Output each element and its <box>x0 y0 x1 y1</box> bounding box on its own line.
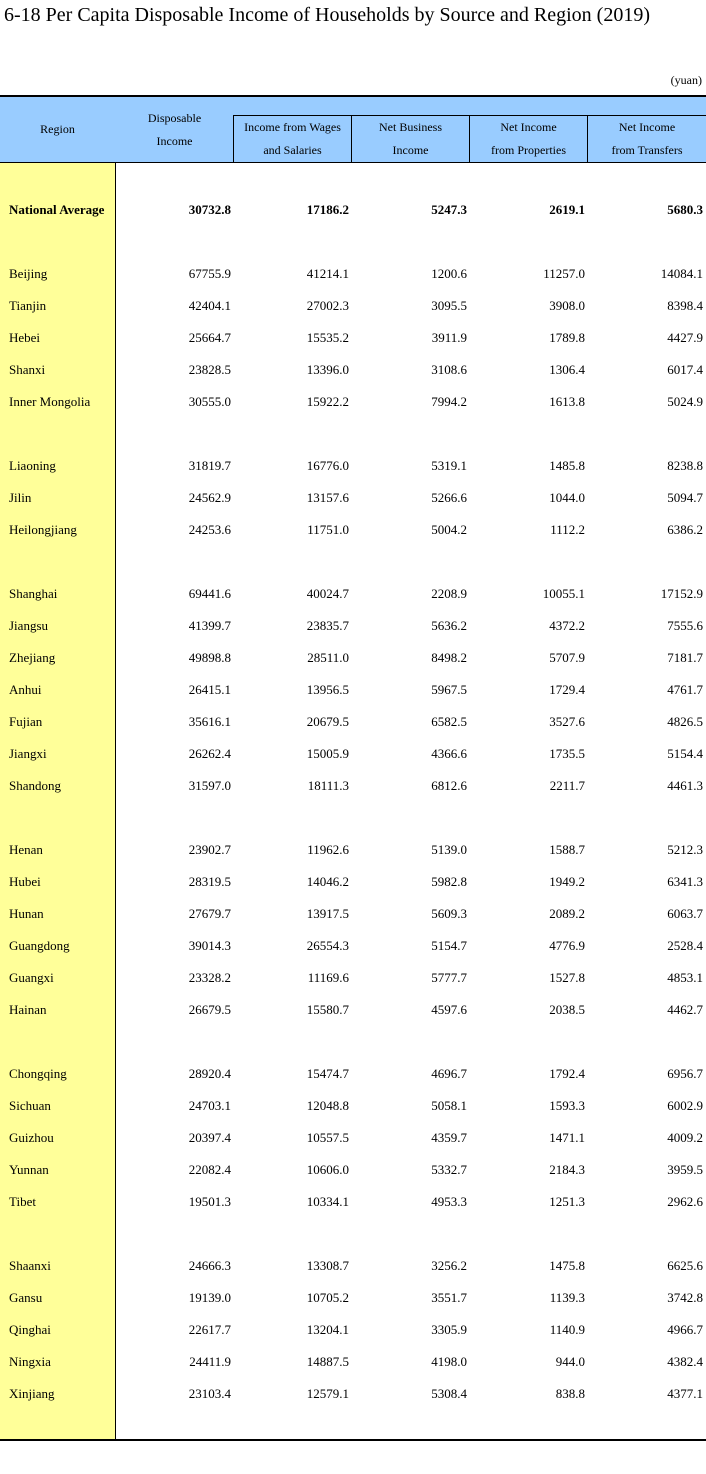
header-sub-rule <box>233 115 706 116</box>
value-cell: 4009.2 <box>667 1130 703 1145</box>
value-cell: 28920.4 <box>188 1066 231 1081</box>
value-cell: 10334.1 <box>306 1194 349 1209</box>
value-cell: 22082.4 <box>188 1162 231 1177</box>
value-cell: 41214.1 <box>306 266 349 281</box>
value-cell: 18111.3 <box>307 778 349 793</box>
value-cell: 15580.7 <box>306 1002 349 1017</box>
region-name: Qinghai <box>9 1322 51 1337</box>
value-cell: 23835.7 <box>306 618 349 633</box>
table-row <box>0 648 706 668</box>
value-cell: 6341.3 <box>667 874 703 889</box>
region-name: Shanxi <box>9 362 46 377</box>
region-name: Shandong <box>9 778 61 793</box>
value-cell: 15005.9 <box>306 746 349 761</box>
value-cell: 4966.7 <box>667 1322 703 1337</box>
value-cell: 15922.2 <box>306 394 349 409</box>
value-cell: 3551.7 <box>431 1290 467 1305</box>
region-name: Guangxi <box>9 970 54 985</box>
value-cell: 6063.7 <box>667 906 703 921</box>
region-name: Shanghai <box>9 586 58 601</box>
value-cell: 14887.5 <box>306 1354 349 1369</box>
value-cell: 1527.8 <box>549 970 585 985</box>
value-cell: 15535.2 <box>306 330 349 345</box>
table-row <box>0 904 706 924</box>
value-cell: 6812.6 <box>431 778 467 793</box>
value-cell: 4372.2 <box>549 618 585 633</box>
value-cell: 1613.8 <box>549 394 585 409</box>
national-average-row <box>0 200 706 220</box>
value-cell: 4597.6 <box>431 1002 467 1017</box>
unit-label: (yuan) <box>670 73 702 87</box>
value-cell: 6956.7 <box>667 1066 703 1081</box>
value-cell: 3911.9 <box>431 330 467 345</box>
value-cell: 13157.6 <box>306 490 349 505</box>
value-cell: 4853.1 <box>667 970 703 985</box>
value-cell: 28511.0 <box>307 650 349 665</box>
value-cell: 12048.8 <box>306 1098 349 1113</box>
value-cell: 67755.9 <box>188 266 231 281</box>
value-cell: 838.8 <box>555 1386 585 1401</box>
region-name: Hebei <box>9 330 41 345</box>
region-name: Tianjin <box>9 298 47 313</box>
value-cell: 6002.9 <box>667 1098 703 1113</box>
value-cell: 5707.9 <box>549 650 585 665</box>
value-cell: 944.0 <box>555 1354 585 1369</box>
table-row <box>0 1064 706 1084</box>
value-cell: 13396.0 <box>306 362 349 377</box>
value-cell: 17152.9 <box>660 586 703 601</box>
header-business <box>351 115 469 162</box>
value-cell: 24562.9 <box>188 490 231 505</box>
table-row <box>0 872 706 892</box>
header-label: Income <box>156 133 193 148</box>
value-cell: 1485.8 <box>549 458 585 473</box>
value-cell: 4382.4 <box>667 1354 703 1369</box>
table-row <box>0 1096 706 1116</box>
table-bottom-rule <box>0 1439 706 1441</box>
value-cell: 10606.0 <box>306 1162 349 1177</box>
region-name: Fujian <box>9 714 43 729</box>
value-cell: 3108.6 <box>431 362 467 377</box>
value-cell: 4427.9 <box>667 330 703 345</box>
value-cell: 4776.9 <box>549 938 585 953</box>
table-row <box>0 392 706 412</box>
value-cell: 11169.6 <box>307 970 349 985</box>
value-cell: 3959.5 <box>667 1162 703 1177</box>
value-cell: 30555.0 <box>188 394 231 409</box>
value-cell: 40024.7 <box>306 586 349 601</box>
header-region <box>0 97 115 162</box>
value-cell: 23902.7 <box>188 842 231 857</box>
value-cell: 5004.2 <box>431 522 467 537</box>
region-name: Heilongjiang <box>9 522 77 537</box>
value-cell: 10557.5 <box>306 1130 349 1145</box>
value-cell: 26415.1 <box>188 682 231 697</box>
region-name: Beijing <box>9 266 48 281</box>
region-name: Xinjiang <box>9 1386 55 1401</box>
value-cell: 5247.3 <box>431 202 467 217</box>
value-cell: 5967.5 <box>431 682 467 697</box>
value-cell: 4953.3 <box>431 1194 467 1209</box>
table-header <box>0 97 706 163</box>
value-cell: 14046.2 <box>306 874 349 889</box>
value-cell: 41399.7 <box>188 618 231 633</box>
table-row <box>0 840 706 860</box>
value-cell: 3256.2 <box>431 1258 467 1273</box>
value-cell: 11751.0 <box>307 522 349 537</box>
value-cell: 5154.7 <box>431 938 467 953</box>
value-cell: 5982.8 <box>431 874 467 889</box>
region-name: Chongqing <box>9 1066 67 1081</box>
value-cell: 1475.8 <box>549 1258 585 1273</box>
value-cell: 5609.3 <box>431 906 467 921</box>
header-label: Net Income <box>618 119 676 134</box>
table-row <box>0 1128 706 1148</box>
value-cell: 3742.8 <box>667 1290 703 1305</box>
value-cell: 24666.3 <box>188 1258 231 1273</box>
value-cell: 25664.7 <box>188 330 231 345</box>
table-row <box>0 1320 706 1340</box>
value-cell: 1729.4 <box>549 682 585 697</box>
region-name: Zhejiang <box>9 650 56 665</box>
value-cell: 1200.6 <box>431 266 467 281</box>
region-name: Yunnan <box>9 1162 49 1177</box>
value-cell: 7994.2 <box>431 394 467 409</box>
header-transfers <box>587 115 706 162</box>
value-cell: 26554.3 <box>306 938 349 953</box>
header-disposable-income <box>116 97 233 162</box>
value-cell: 8398.4 <box>667 298 703 313</box>
table-row <box>0 328 706 348</box>
region-name: Henan <box>9 842 43 857</box>
value-cell: 20679.5 <box>306 714 349 729</box>
value-cell: 2089.2 <box>549 906 585 921</box>
value-cell: 13204.1 <box>306 1322 349 1337</box>
value-cell: 4826.5 <box>667 714 703 729</box>
header-region-label: Region <box>40 122 75 136</box>
value-cell: 3095.5 <box>431 298 467 313</box>
header-properties <box>469 115 587 162</box>
value-cell: 1139.3 <box>549 1290 585 1305</box>
value-cell: 8498.2 <box>431 650 467 665</box>
table-row <box>0 616 706 636</box>
value-cell: 28319.5 <box>188 874 231 889</box>
value-cell: 3527.6 <box>549 714 585 729</box>
value-cell: 4366.6 <box>431 746 467 761</box>
value-cell: 4461.3 <box>667 778 703 793</box>
table-row <box>0 744 706 764</box>
value-cell: 13308.7 <box>306 1258 349 1273</box>
value-cell: 2038.5 <box>549 1002 585 1017</box>
value-cell: 5058.1 <box>431 1098 467 1113</box>
value-cell: 22617.7 <box>188 1322 231 1337</box>
value-cell: 4462.7 <box>667 1002 703 1017</box>
region-name: Hainan <box>9 1002 47 1017</box>
region-name: Guangdong <box>9 938 70 953</box>
value-cell: 7555.6 <box>667 618 703 633</box>
value-cell: 5266.6 <box>431 490 467 505</box>
value-cell: 5024.9 <box>667 394 703 409</box>
table-row <box>0 1160 706 1180</box>
value-cell: 7181.7 <box>667 650 703 665</box>
region-name: Liaoning <box>9 458 56 473</box>
table-top-rule <box>0 95 706 97</box>
value-cell: 1306.4 <box>549 362 585 377</box>
value-cell: 5332.7 <box>431 1162 467 1177</box>
region-name: Inner Mongolia <box>9 394 91 409</box>
value-cell: 26679.5 <box>188 1002 231 1017</box>
value-cell: 26262.4 <box>188 746 231 761</box>
value-cell: 1112.2 <box>550 522 585 537</box>
value-cell: 16776.0 <box>306 458 349 473</box>
value-cell: 35616.1 <box>188 714 231 729</box>
value-cell: 15474.7 <box>306 1066 349 1081</box>
value-cell: 11962.6 <box>307 842 349 857</box>
value-cell: 39014.3 <box>188 938 231 953</box>
region-name: Shaanxi <box>9 1258 51 1273</box>
value-cell: 13956.5 <box>306 682 349 697</box>
value-cell: 1789.8 <box>549 330 585 345</box>
header-label: from Properties <box>491 142 566 157</box>
value-cell: 1792.4 <box>549 1066 585 1081</box>
value-cell: 17186.2 <box>306 202 349 217</box>
value-cell: 6017.4 <box>667 362 703 377</box>
value-cell: 4696.7 <box>431 1066 467 1081</box>
value-cell: 24253.6 <box>188 522 231 537</box>
value-cell: 4377.1 <box>667 1386 703 1401</box>
table-row <box>0 456 706 476</box>
region-name: Jiangsu <box>9 618 48 633</box>
value-cell: 5094.7 <box>667 490 703 505</box>
table-row <box>0 680 706 700</box>
value-cell: 2208.9 <box>431 586 467 601</box>
table-row <box>0 968 706 988</box>
table-row <box>0 936 706 956</box>
value-cell: 8238.8 <box>667 458 703 473</box>
value-cell: 6625.6 <box>667 1258 703 1273</box>
value-cell: 1471.1 <box>549 1130 585 1145</box>
value-cell: 6386.2 <box>667 522 703 537</box>
value-cell: 4761.7 <box>667 682 703 697</box>
value-cell: 1593.3 <box>549 1098 585 1113</box>
header-label: Disposable <box>147 110 202 125</box>
value-cell: 4198.0 <box>431 1354 467 1369</box>
table-row <box>0 1384 706 1404</box>
value-cell: 24411.9 <box>189 1354 231 1369</box>
table-row <box>0 1288 706 1308</box>
table-row <box>0 360 706 380</box>
region-name: Guizhou <box>9 1130 54 1145</box>
value-cell: 1044.0 <box>549 490 585 505</box>
value-cell: 2211.7 <box>549 778 585 793</box>
value-cell: 5680.3 <box>667 202 703 217</box>
value-cell: 13917.5 <box>306 906 349 921</box>
value-cell: 1251.3 <box>549 1194 585 1209</box>
value-cell: 19139.0 <box>188 1290 231 1305</box>
value-cell: 10055.1 <box>542 586 585 601</box>
value-cell: 3305.9 <box>431 1322 467 1337</box>
value-cell: 6582.5 <box>431 714 467 729</box>
value-cell: 23828.5 <box>188 362 231 377</box>
region-name: Jilin <box>9 490 32 505</box>
value-cell: 5308.4 <box>431 1386 467 1401</box>
value-cell: 5319.1 <box>431 458 467 473</box>
table-row <box>0 264 706 284</box>
value-cell: 20397.4 <box>188 1130 231 1145</box>
value-cell: 1735.5 <box>549 746 585 761</box>
value-cell: 1140.9 <box>549 1322 585 1337</box>
header-label: Income from Wages <box>244 119 341 134</box>
value-cell: 1949.2 <box>549 874 585 889</box>
value-cell: 2619.1 <box>549 202 585 217</box>
header-label: Income <box>392 142 429 157</box>
header-label: and Salaries <box>263 142 322 157</box>
table-row <box>0 1256 706 1276</box>
value-cell: 5139.0 <box>431 842 467 857</box>
value-cell: 49898.8 <box>188 650 231 665</box>
region-name: Gansu <box>9 1290 43 1305</box>
value-cell: 14084.1 <box>660 266 703 281</box>
value-cell: 2962.6 <box>667 1194 703 1209</box>
page-title: 6-18 Per Capita Disposable Income of Households by Source and Region (2019) <box>4 4 650 26</box>
value-cell: 31597.0 <box>188 778 231 793</box>
table-row <box>0 488 706 508</box>
table-row <box>0 776 706 796</box>
header-wages <box>233 115 351 162</box>
value-cell: 5636.2 <box>431 618 467 633</box>
value-cell: 24703.1 <box>188 1098 231 1113</box>
region-name: Hunan <box>9 906 44 921</box>
value-cell: 5777.7 <box>431 970 467 985</box>
value-cell: 2184.3 <box>549 1162 585 1177</box>
table-row <box>0 584 706 604</box>
region-name: Anhui <box>9 682 42 697</box>
table-row <box>0 520 706 540</box>
value-cell: 27002.3 <box>306 298 349 313</box>
region-name: Hubei <box>9 874 41 889</box>
value-cell: 23328.2 <box>188 970 231 985</box>
value-cell: 5154.4 <box>667 746 703 761</box>
table-row <box>0 712 706 732</box>
table-row <box>0 1000 706 1020</box>
value-cell: 23103.4 <box>188 1386 231 1401</box>
value-cell: 12579.1 <box>306 1386 349 1401</box>
header-label: Net Business <box>379 119 442 134</box>
value-cell: 5212.3 <box>667 842 703 857</box>
region-name: Sichuan <box>9 1098 51 1113</box>
table-row <box>0 1352 706 1372</box>
value-cell: 10705.2 <box>306 1290 349 1305</box>
value-cell: 3908.0 <box>549 298 585 313</box>
value-cell: 42404.1 <box>188 298 231 313</box>
region-name: National Average <box>9 202 105 217</box>
value-cell: 31819.7 <box>188 458 231 473</box>
region-name: Tibet <box>9 1194 36 1209</box>
value-cell: 27679.7 <box>188 906 231 921</box>
value-cell: 1588.7 <box>549 842 585 857</box>
value-cell: 11257.0 <box>543 266 585 281</box>
value-cell: 4359.7 <box>431 1130 467 1145</box>
header-label: from Transfers <box>611 142 683 157</box>
region-name: Jiangxi <box>9 746 47 761</box>
value-cell: 2528.4 <box>667 938 703 953</box>
region-name: Ningxia <box>9 1354 51 1369</box>
value-cell: 19501.3 <box>188 1194 231 1209</box>
value-cell: 69441.6 <box>188 586 231 601</box>
table-row <box>0 1192 706 1212</box>
table-row <box>0 296 706 316</box>
value-cell: 30732.8 <box>188 202 231 217</box>
header-label: Net Income <box>500 119 557 134</box>
